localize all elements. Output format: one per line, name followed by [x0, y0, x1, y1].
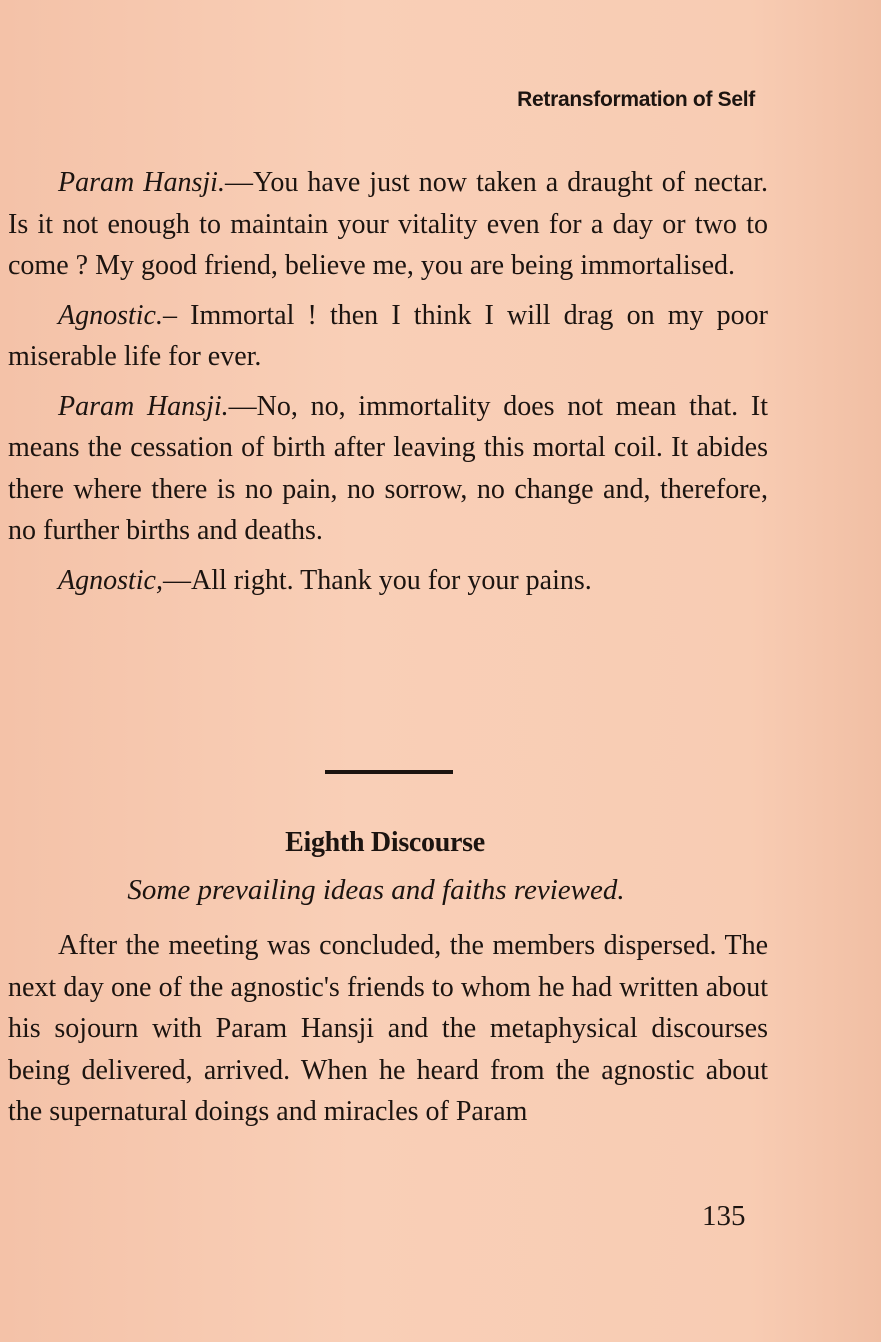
dialogue-paragraph — [8, 386, 768, 552]
section-heading: Eighth Discourse — [285, 827, 485, 858]
speaker-name: Agnostic, — [58, 564, 163, 596]
discourse-paragraph: After the meeting was concluded, the members dispersed. The next day one of the agnostic's friends to whom he had written about his sojourn with Param Hansji and the metaphysical discourses being delivered, arrived. When he heard from the agnostic about the supernatural doings and miracles of Param — [8, 930, 768, 1127]
dialogue-text: – Immortal ! then I think I will drag on my poor miserable life for ever. — [8, 299, 768, 372]
dialogue-block — [8, 162, 768, 601]
speaker-name: Agnostic. — [58, 299, 163, 331]
page-number: 135 — [702, 1200, 746, 1232]
discourse-block — [8, 925, 768, 1133]
speaker-name: Param Hansji. — [58, 167, 225, 198]
dialogue-paragraph — [8, 560, 768, 602]
dialogue-text: —You have just now taken a draught of nectar. Is it not enough to maintain your vitality even for a day or two to come ? My good friend, believe me, you are being immortalised. — [8, 167, 768, 281]
dialogue-paragraph — [8, 295, 768, 378]
dialogue-text: —No, no, immortality does not mean that. It means the cessation of birth after leaving this mortal coil. It abides there where there is no pain, no sorrow, no change and, therefore, no further births and deaths. — [8, 390, 768, 546]
dialogue-text: —All right. Thank you for your pains. — [163, 564, 592, 596]
section-subtitle: Some prevailing ideas and faiths reviewed. — [127, 874, 625, 906]
dialogue-paragraph — [8, 162, 768, 287]
speaker-name: Param Hansji. — [58, 390, 229, 422]
running-header: Retransformation of Self — [517, 88, 755, 111]
section-divider — [325, 770, 453, 774]
